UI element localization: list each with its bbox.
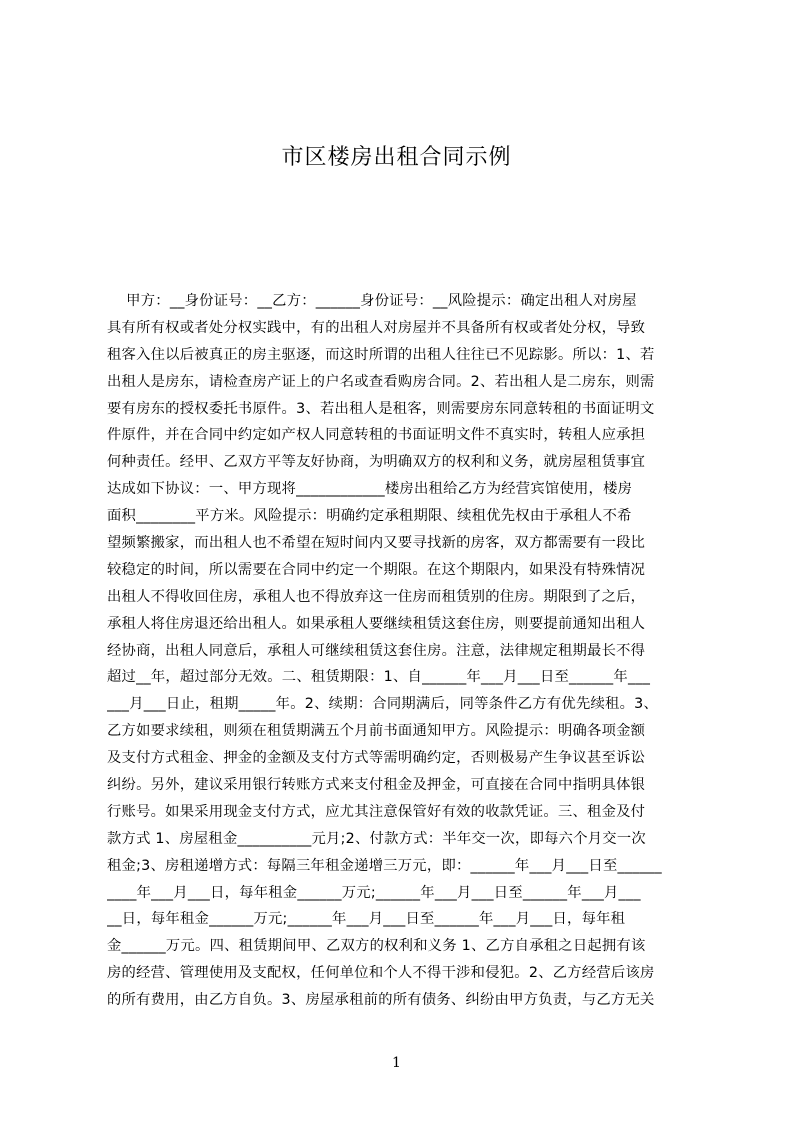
body-line: 较稳定的时间，所以需要在合同中约定一个期限。在这个期限内，如果没有特殊情况 — [107, 561, 646, 578]
body-line: 件原件，并在合同中约定如产权人同意转租的书面证明文件不真实时，转租人应承担 — [107, 427, 646, 444]
body-line: 何种责任。经甲、乙双方平等友好协商，为明确双方的权利和义务，就房屋租赁事宜 — [107, 454, 646, 471]
contract-body — [107, 288, 697, 1014]
body-line: ___月___日止，租期_____年。2、续期：合同期满后，同等条件乙方有优先续租。3、 — [107, 696, 659, 713]
body-line: 承租人将住房退还给出租人。如果承租人要继续租赁这套住房，则要提前通知出租人 — [107, 615, 646, 632]
page-number: 1 — [392, 1055, 401, 1071]
body-line: 金______万元。四、租赁期间甲、乙双方的权利和义务 1、乙方自承租之日起拥有该 — [107, 938, 646, 955]
body-line: 要有房东的授权委托书原件。3、若出租人是租客，则需要房东同意转租的书面证明文 — [107, 400, 655, 417]
body-line: 超过__年，超过部分无效。二、租赁期限：1、自______年___月___日至______年___ — [107, 669, 651, 686]
body-line: ____年___月___日，每年租金______万元;______年___月___日至______年___月___ — [107, 884, 641, 901]
body-line: 行账号。如果采用现金支付方式，应尤其注意保管好有效的收款凭证。三、租金及付 — [107, 803, 646, 820]
body-line: 出租人不得收回住房，承租人也不得放弃这一住房而租赁别的住房。期限到了之后， — [107, 588, 646, 605]
body-line: 及支付方式租金、押金的金额及支付方式等需明确约定，否则极易产生争议甚至诉讼 — [107, 750, 646, 767]
document-title: 市区楼房出租合同示例 — [281, 145, 512, 170]
body-line: 乙方如要求续租，则须在租赁期满五个月前书面通知甲方。风险提示：明确各项金额 — [107, 723, 646, 740]
body-line: 经协商，出租人同意后，承租人可继续租赁这套住房。注意，法律规定租期最长不得 — [107, 642, 646, 659]
body-line: __日，每年租金______万元;______年___月___日至______年___月___日，每年租 — [107, 911, 626, 928]
body-line: 望频繁搬家，而出租人也不希望在短时间内又要寻找新的房客，双方都需要有一段比 — [107, 535, 646, 552]
body-line: 款方式 1、房屋租金__________元月;2、付款方式：半年交一次，即每六个月交一次 — [107, 830, 646, 847]
body-line: 租客入住以后被真正的房主驱逐，而这时所谓的出租人往往已不见踪影。所以：1、若 — [107, 346, 655, 363]
body-line: 的所有费用，由乙方自负。3、房屋承租前的所有债务、纠纷由甲方负责，与乙方无关 — [107, 992, 655, 1009]
body-line: 房的经营、管理使用及支配权，任何单位和个人不得干涉和侵犯。2、乙方经营后该房 — [107, 965, 655, 982]
body-line: 纠纷。另外，建议采用银行转账方式来支付租金及押金，可直接在合同中指明具体银 — [107, 777, 646, 794]
body-line: 出租人是房东，请检查房产证上的户名或查看购房合同。2、若出租人是二房东，则需 — [107, 373, 655, 390]
body-line: 甲方：__身份证号：__乙方：______身份证号：__风险提示：确定出租人对房屋 — [107, 293, 637, 309]
body-line: 达成如下协议：一、甲方现将____________楼房出租给乙方为经营宾馆使用，楼房 — [107, 481, 633, 498]
body-line: 面积________平方米。风险提示：明确约定承租期限、续租优先权由于承租人不希 — [107, 508, 632, 525]
body-line: 具有所有权或者处分权实践中，有的出租人对房屋并不具备所有权或者处分权，导致 — [107, 319, 646, 336]
body-line: 租金;3、房租递增方式：每隔三年租金递增三万元，即：______年___月___日至______ — [107, 857, 662, 874]
